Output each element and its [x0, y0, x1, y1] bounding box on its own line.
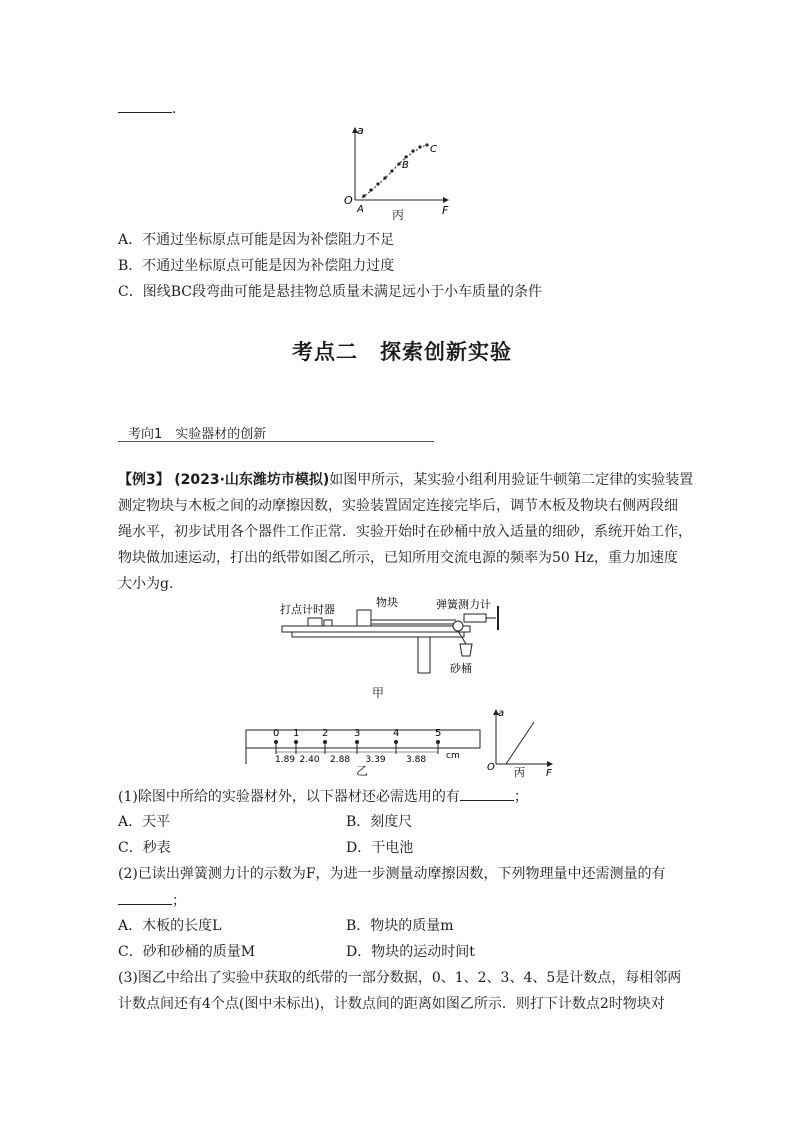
- q1-end: ；: [513, 789, 528, 805]
- q1-option-c: C．秒表: [118, 840, 171, 856]
- origin-label: O: [487, 762, 495, 773]
- option-a: A．不通过坐标原点可能是因为补偿阻力不足: [118, 232, 395, 248]
- example-text-1: 测定物块与木板之间的动摩擦因数，实验装置固定连接完毕后，调节木板及物块右侧两段细: [118, 498, 678, 514]
- q1-stem-line: [118, 786, 528, 807]
- point-b-label: B: [402, 160, 409, 171]
- axis-x-label: F: [442, 204, 449, 217]
- data-point: [425, 143, 428, 146]
- axis-x-label: F: [546, 768, 552, 778]
- option-c: C．图线BC段弯曲可能是悬挂物总质量未满足远小于小车质量的条件: [118, 284, 542, 300]
- data-point: [411, 149, 414, 152]
- example-text-0: 如图甲所示，某实验小组利用验证牛顿第二定律的实验装置: [329, 472, 694, 488]
- point-c-label: C: [430, 144, 437, 155]
- data-point: [397, 162, 400, 165]
- data-point: [383, 176, 386, 179]
- answer-blank-line: [118, 98, 176, 119]
- data-point: [404, 155, 407, 158]
- board: [282, 626, 470, 632]
- q2-option-b: B．物块的质量m: [346, 918, 454, 934]
- spring-scale-label: 弹簧测力计: [436, 598, 491, 611]
- data-point: [418, 145, 421, 148]
- point-a-label: A: [357, 204, 364, 215]
- bucket-label: 砂桶: [450, 662, 472, 675]
- q1-option-b: B．刻度尺: [346, 814, 413, 830]
- timer-part: [324, 620, 332, 626]
- distance-label: 3.88: [406, 755, 427, 765]
- distance-label: 2.40: [299, 755, 320, 765]
- distance-label: 1.89: [275, 755, 296, 765]
- section-title: 考点二 探索创新实验: [292, 340, 512, 364]
- example-text-2: 绳水平，初步试用各个器件工作正常．实验开始时在砂桶中放入适量的细砂，系统开始工作，: [118, 524, 692, 540]
- block-label: 物块: [376, 596, 398, 609]
- q2-stem: (2)已读出弹簧测力计的示数为F，为进一步测量动摩擦因数，下列物理量中还需测量的有: [118, 866, 666, 882]
- data-line: [506, 722, 534, 764]
- origin-label: O: [344, 194, 353, 207]
- distance-label: 2.88: [330, 755, 351, 765]
- q2-option-a: A．木板的长度L: [118, 918, 222, 934]
- count-point-label: 5: [435, 728, 442, 739]
- table-top: [292, 632, 464, 637]
- figure-bing2-graph: [486, 704, 558, 778]
- unit-label: cm: [446, 751, 460, 761]
- example-text-3: 物块做加速运动，打出的纸带如图乙所示，已知所用交流电源的频率为50 Hz，重力加速度: [118, 550, 678, 566]
- example-source: (2023·山东潍坊市模拟): [174, 472, 330, 488]
- example-text-4: 大小为g.: [118, 576, 174, 592]
- apparatus-figure: [270, 596, 520, 686]
- axis-y-label: a: [357, 124, 364, 137]
- q1-option-d: D．干电池: [346, 840, 414, 856]
- axis-y-label: a: [498, 708, 505, 719]
- q1-option-a: A．天平: [118, 814, 171, 830]
- figure-bing2-caption: 丙: [514, 766, 525, 778]
- pulley: [453, 621, 463, 631]
- count-point-label: 2: [322, 728, 329, 739]
- subsection-label: 考向1 实验器材的创新: [128, 427, 267, 442]
- q1-blank: [460, 786, 514, 801]
- timer: [308, 618, 322, 626]
- sand-bucket: [460, 644, 472, 656]
- figure-bing-caption: 丙: [392, 208, 405, 222]
- timer-label: 打点计时器: [280, 603, 335, 616]
- q2-blank: [118, 890, 172, 905]
- q2-option-d: D．物块的运动时间t: [346, 944, 475, 960]
- figure-yi-caption: 乙: [356, 764, 369, 778]
- block: [357, 610, 371, 626]
- subsection-rule: [118, 441, 434, 442]
- q3-line-1: (3)图乙中给出了实验中获取的纸带的一部分数据，0、1、2、3、4、5是计数点，每相邻两: [118, 970, 682, 986]
- q3-line-2: 计数点间还有4个点(图中未标出)，计数点间的距离如图乙所示．则打下计数点2时物块对: [118, 996, 665, 1012]
- q2-end: ；: [172, 893, 186, 909]
- count-point-label: 3: [354, 728, 361, 739]
- paper-tape: [246, 730, 480, 748]
- distance-label: 3.39: [365, 755, 386, 765]
- example-first-line: [118, 470, 693, 490]
- count-point-label: 0: [273, 728, 280, 739]
- spring-scale: [464, 614, 486, 622]
- count-point-label: 1: [293, 728, 300, 739]
- example-tag: 【例3】: [118, 472, 170, 488]
- data-point: [390, 169, 393, 172]
- q2-blank-line: [118, 890, 186, 911]
- table-leg: [418, 637, 430, 673]
- q2-option-c: C．砂和砂桶的质量M: [118, 944, 256, 960]
- data-point: [369, 188, 372, 191]
- answer-blank: [118, 98, 172, 113]
- option-b: B．不通过坐标原点可能是因为补偿阻力过度: [118, 258, 395, 274]
- figure-jia-caption: 甲: [372, 686, 385, 700]
- q1-stem: (1)除图中所给的实验器材外，以下器材还必需选用的有: [118, 789, 460, 805]
- period: .: [172, 101, 177, 117]
- count-point-label: 4: [393, 728, 400, 739]
- data-point: [376, 182, 379, 185]
- data-point: [362, 194, 365, 197]
